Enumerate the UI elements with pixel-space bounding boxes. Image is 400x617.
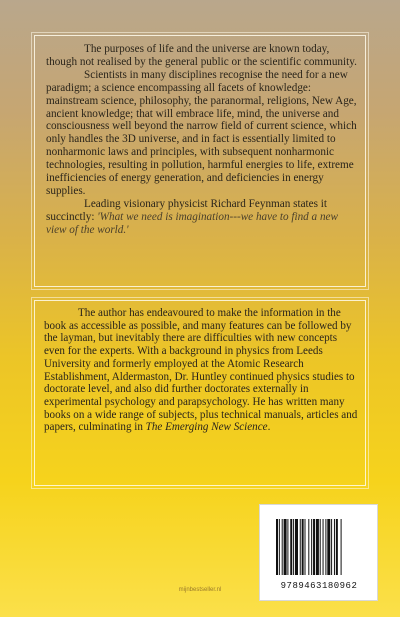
paradigm-paragraph: Scientists in many disciplines recognise the need for a new paradigm; a science encompassing all facets of knowledge: mainstream science, philosophy, the paranormal, religions, New Age, ancient knowledge; that will embrace life, mind, the universe and consciousness well beyond the narrow field of current science, which only handles the 3D universe, and in fact is essentially limited to nonharmonic laws and principles, with subsequent nonharmonic technologies, resulting in pollution, harmful energies to life, extreme inefficiencies of energy generation, and deficiencies in energy supplies. bbox=[46, 68, 357, 197]
barcode-bar bbox=[287, 519, 288, 575]
feynman-quote: 'What we need is imagination---we have to find a new view of the world.' bbox=[46, 210, 338, 236]
barcode-bar bbox=[295, 519, 298, 575]
barcode-bar bbox=[325, 519, 326, 575]
barcode-bar bbox=[276, 519, 278, 575]
barcode-bar bbox=[313, 519, 315, 575]
barcode-bar bbox=[331, 519, 332, 575]
barcode-bar bbox=[336, 519, 338, 575]
description-panel bbox=[34, 35, 366, 287]
barcode-bar bbox=[327, 519, 330, 575]
barcode-bar bbox=[311, 519, 312, 575]
barcode-bar bbox=[305, 519, 306, 575]
barcode-bar bbox=[282, 519, 283, 575]
barcode-bar bbox=[293, 519, 294, 575]
isbn-number: 9789463180962 bbox=[280, 581, 358, 591]
barcode-bar bbox=[334, 519, 335, 575]
barcode-bar bbox=[308, 519, 309, 575]
barcode-icon bbox=[276, 519, 364, 575]
author-bio-end: . bbox=[267, 421, 271, 434]
barcode-bar bbox=[323, 519, 324, 575]
feynman-paragraph bbox=[46, 198, 357, 237]
barcode-bar bbox=[320, 519, 321, 575]
barcode-bar bbox=[290, 519, 292, 575]
book-title: The Emerging New Science bbox=[145, 421, 268, 434]
barcode-bar bbox=[341, 519, 342, 575]
barcode-bar bbox=[316, 519, 319, 575]
publisher-url: mijnbestseller.nl bbox=[178, 587, 222, 593]
intro-paragraph: The purposes of life and the universe are known today, though not realised by the general public or the scientific community. bbox=[46, 43, 357, 68]
author-bio-text: The author has endeavoured to make the information in the book as accessible as possible, and many features can be followed by the layman, but inevitably there are difficulties with new concepts even for the experts. With a background in physics from Leeds University and formerly employed at the Atomic Research Establishment, Aldermaston, Dr. Huntley continued physics studies to doctorate level, and also did further doctorates externally in experimental psychology and parapsychology. He has written many books on a wide range of subjects, plus technical manuals, articles and papers, culminating in bbox=[44, 307, 358, 434]
feynman-lead: Leading visionary physicist Richard Feynman states it succinctly: bbox=[46, 197, 327, 223]
barcode-panel bbox=[259, 504, 378, 601]
barcode-bar bbox=[302, 519, 304, 575]
barcode-bar bbox=[284, 519, 287, 575]
barcode-bar bbox=[300, 519, 301, 575]
author-panel bbox=[34, 300, 366, 486]
author-bio bbox=[44, 307, 358, 434]
barcode-bar bbox=[279, 519, 280, 575]
